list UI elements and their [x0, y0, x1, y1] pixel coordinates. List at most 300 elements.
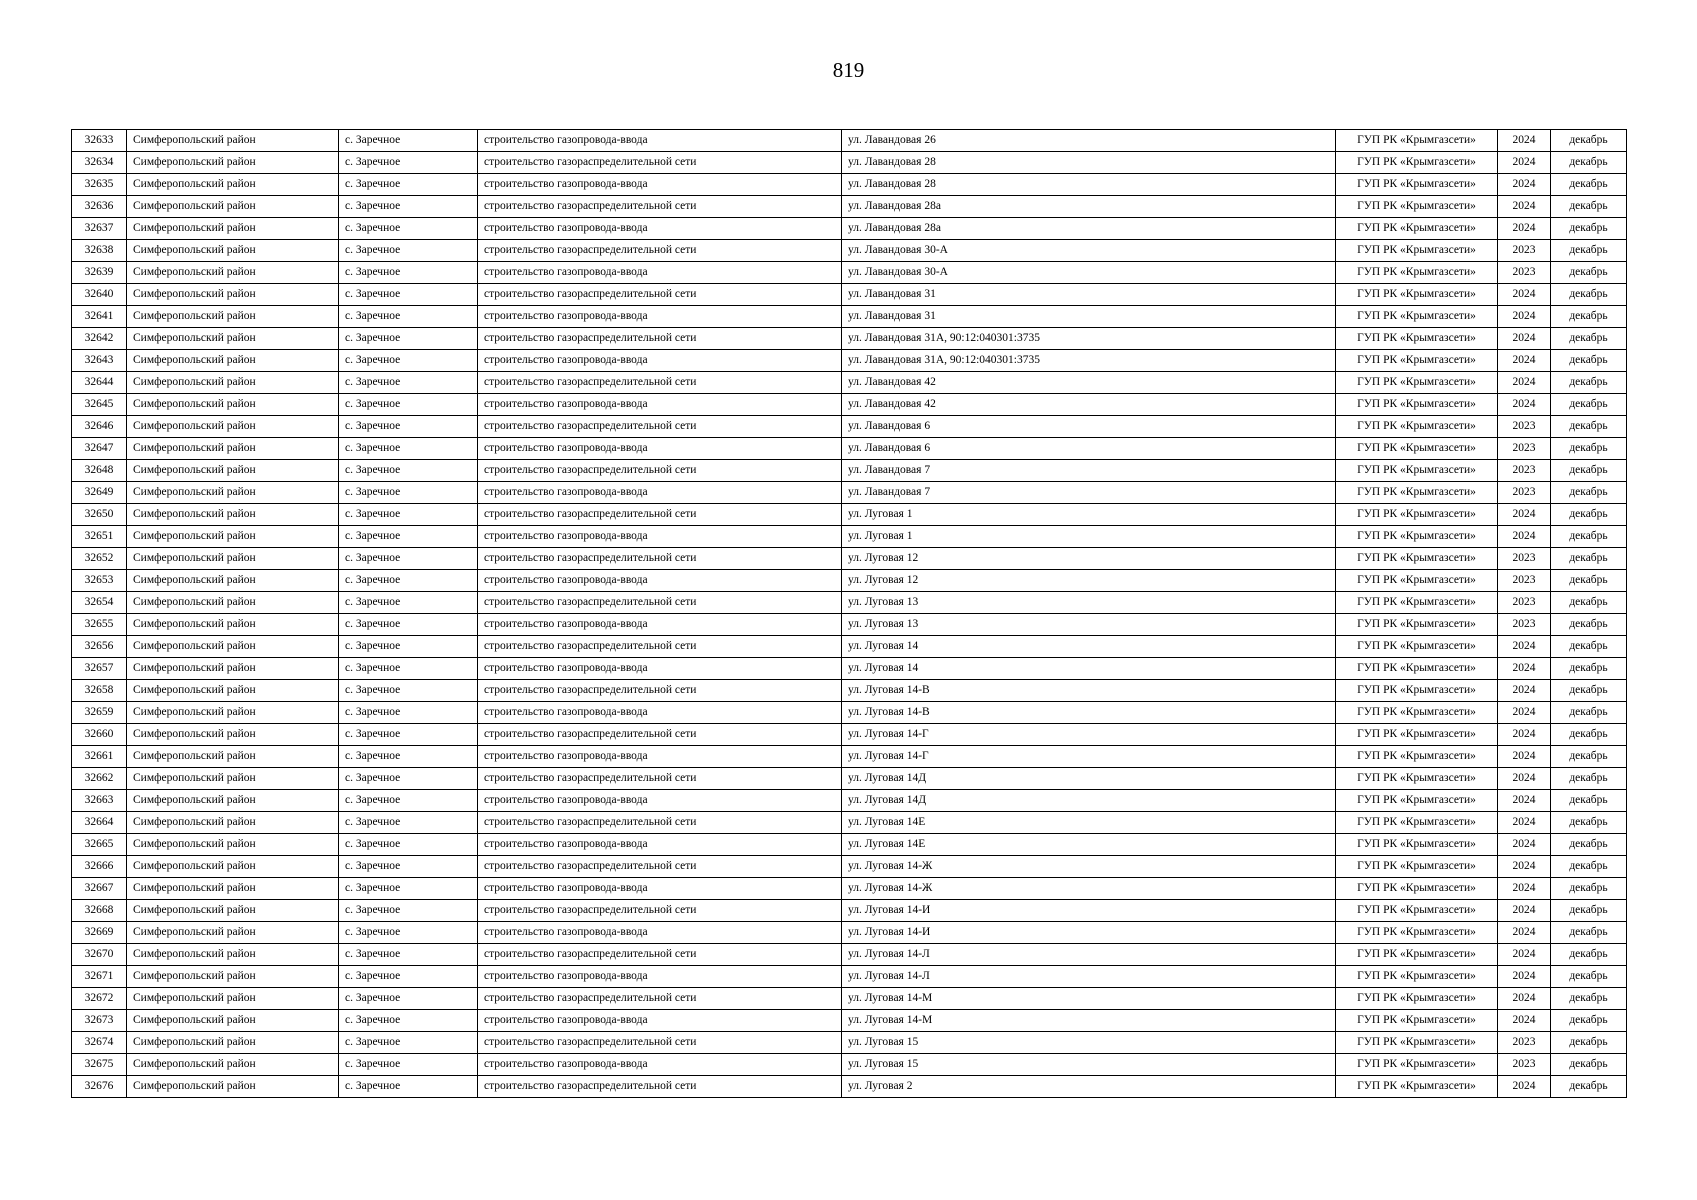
district-cell: Симферопольский район: [127, 174, 339, 196]
row-number: 32633: [72, 130, 127, 152]
registry-body: [72, 130, 1627, 1098]
organization-cell: ГУП РК «Крымгазсети»: [1336, 746, 1498, 768]
district-cell: Симферопольский район: [127, 350, 339, 372]
address-cell: ул. Луговая 1: [842, 526, 1336, 548]
organization-cell: ГУП РК «Крымгазсети»: [1336, 262, 1498, 284]
district-cell: Симферопольский район: [127, 724, 339, 746]
work-type-cell: строительство газопровода-ввода: [478, 1054, 842, 1076]
organization-cell: ГУП РК «Крымгазсети»: [1336, 416, 1498, 438]
table-row: [72, 1032, 1627, 1054]
year-cell: 2024: [1498, 966, 1551, 988]
organization-cell: ГУП РК «Крымгазсети»: [1336, 394, 1498, 416]
settlement-cell: с. Заречное: [339, 1032, 478, 1054]
month-cell: декабрь: [1551, 922, 1627, 944]
month-cell: декабрь: [1551, 988, 1627, 1010]
district-cell: Симферопольский район: [127, 944, 339, 966]
table-row: [72, 174, 1627, 196]
year-cell: 2024: [1498, 878, 1551, 900]
work-type-cell: строительство газораспределительной сети: [478, 856, 842, 878]
address-cell: ул. Луговая 14-И: [842, 900, 1336, 922]
organization-cell: ГУП РК «Крымгазсети»: [1336, 570, 1498, 592]
district-cell: Симферопольский район: [127, 284, 339, 306]
month-cell: декабрь: [1551, 460, 1627, 482]
table-row: [72, 878, 1627, 900]
organization-cell: ГУП РК «Крымгазсети»: [1336, 636, 1498, 658]
organization-cell: ГУП РК «Крымгазсети»: [1336, 438, 1498, 460]
work-type-cell: строительство газопровода-ввода: [478, 966, 842, 988]
address-cell: ул. Лавандовая 31: [842, 284, 1336, 306]
table-row: [72, 504, 1627, 526]
work-type-cell: строительство газопровода-ввода: [478, 790, 842, 812]
row-number: 32669: [72, 922, 127, 944]
address-cell: ул. Лавандовая 28а: [842, 218, 1336, 240]
work-type-cell: строительство газораспределительной сети: [478, 988, 842, 1010]
organization-cell: ГУП РК «Крымгазсети»: [1336, 1054, 1498, 1076]
district-cell: Симферопольский район: [127, 438, 339, 460]
district-cell: Симферопольский район: [127, 658, 339, 680]
settlement-cell: с. Заречное: [339, 614, 478, 636]
work-type-cell: строительство газораспределительной сети: [478, 724, 842, 746]
district-cell: Симферопольский район: [127, 526, 339, 548]
district-cell: Симферопольский район: [127, 900, 339, 922]
month-cell: декабрь: [1551, 262, 1627, 284]
row-number: 32636: [72, 196, 127, 218]
year-cell: 2024: [1498, 284, 1551, 306]
address-cell: ул. Луговая 14: [842, 636, 1336, 658]
district-cell: Симферопольский район: [127, 218, 339, 240]
month-cell: декабрь: [1551, 350, 1627, 372]
row-number: 32651: [72, 526, 127, 548]
organization-cell: ГУП РК «Крымгазсети»: [1336, 592, 1498, 614]
table-row: [72, 834, 1627, 856]
row-number: 32662: [72, 768, 127, 790]
month-cell: декабрь: [1551, 526, 1627, 548]
row-number: 32672: [72, 988, 127, 1010]
table-row: [72, 548, 1627, 570]
row-number: 32652: [72, 548, 127, 570]
work-type-cell: строительство газораспределительной сети: [478, 636, 842, 658]
address-cell: ул. Луговая 14Е: [842, 812, 1336, 834]
district-cell: Симферопольский район: [127, 130, 339, 152]
address-cell: ул. Луговая 14-М: [842, 1010, 1336, 1032]
year-cell: 2024: [1498, 196, 1551, 218]
address-cell: ул. Лавандовая 26: [842, 130, 1336, 152]
year-cell: 2024: [1498, 636, 1551, 658]
organization-cell: ГУП РК «Крымгазсети»: [1336, 900, 1498, 922]
work-type-cell: строительство газораспределительной сети: [478, 592, 842, 614]
table-row: [72, 988, 1627, 1010]
year-cell: 2024: [1498, 680, 1551, 702]
organization-cell: ГУП РК «Крымгазсети»: [1336, 812, 1498, 834]
month-cell: декабрь: [1551, 130, 1627, 152]
settlement-cell: с. Заречное: [339, 856, 478, 878]
work-type-cell: строительство газопровода-ввода: [478, 174, 842, 196]
table-row: [72, 284, 1627, 306]
settlement-cell: с. Заречное: [339, 944, 478, 966]
table-row: [72, 680, 1627, 702]
work-type-cell: строительство газораспределительной сети: [478, 240, 842, 262]
table-row: [72, 482, 1627, 504]
organization-cell: ГУП РК «Крымгазсети»: [1336, 372, 1498, 394]
settlement-cell: с. Заречное: [339, 746, 478, 768]
month-cell: декабрь: [1551, 702, 1627, 724]
table-row: [72, 724, 1627, 746]
district-cell: Симферопольский район: [127, 922, 339, 944]
table-row: [72, 152, 1627, 174]
month-cell: декабрь: [1551, 636, 1627, 658]
organization-cell: ГУП РК «Крымгазсети»: [1336, 548, 1498, 570]
month-cell: декабрь: [1551, 1010, 1627, 1032]
address-cell: ул. Луговая 14-И: [842, 922, 1336, 944]
table-row: [72, 746, 1627, 768]
work-type-cell: строительство газопровода-ввода: [478, 350, 842, 372]
organization-cell: ГУП РК «Крымгазсети»: [1336, 482, 1498, 504]
organization-cell: ГУП РК «Крымгазсети»: [1336, 1076, 1498, 1098]
settlement-cell: с. Заречное: [339, 812, 478, 834]
work-type-cell: строительство газопровода-ввода: [478, 218, 842, 240]
address-cell: ул. Лавандовая 42: [842, 372, 1336, 394]
district-cell: Симферопольский район: [127, 394, 339, 416]
month-cell: декабрь: [1551, 372, 1627, 394]
organization-cell: ГУП РК «Крымгазсети»: [1336, 350, 1498, 372]
table-row: [72, 966, 1627, 988]
work-type-cell: строительство газораспределительной сети: [478, 504, 842, 526]
row-number: 32641: [72, 306, 127, 328]
table-row: [72, 790, 1627, 812]
organization-cell: ГУП РК «Крымгазсети»: [1336, 526, 1498, 548]
settlement-cell: с. Заречное: [339, 702, 478, 724]
table-row: [72, 592, 1627, 614]
work-type-cell: строительство газораспределительной сети: [478, 284, 842, 306]
address-cell: ул. Лавандовая 30-А: [842, 240, 1336, 262]
row-number: 32676: [72, 1076, 127, 1098]
year-cell: 2023: [1498, 592, 1551, 614]
table-row: [72, 636, 1627, 658]
table-row: [72, 306, 1627, 328]
year-cell: 2024: [1498, 768, 1551, 790]
settlement-cell: с. Заречное: [339, 240, 478, 262]
month-cell: декабрь: [1551, 746, 1627, 768]
settlement-cell: с. Заречное: [339, 1010, 478, 1032]
row-number: 32637: [72, 218, 127, 240]
address-cell: ул. Луговая 14-Ж: [842, 878, 1336, 900]
settlement-cell: с. Заречное: [339, 306, 478, 328]
month-cell: декабрь: [1551, 658, 1627, 680]
settlement-cell: с. Заречное: [339, 394, 478, 416]
address-cell: ул. Луговая 14-Г: [842, 746, 1336, 768]
work-type-cell: строительство газораспределительной сети: [478, 372, 842, 394]
settlement-cell: с. Заречное: [339, 724, 478, 746]
year-cell: 2024: [1498, 922, 1551, 944]
district-cell: Симферопольский район: [127, 878, 339, 900]
settlement-cell: с. Заречное: [339, 372, 478, 394]
address-cell: ул. Лавандовая 6: [842, 416, 1336, 438]
district-cell: Симферопольский район: [127, 262, 339, 284]
district-cell: Симферопольский район: [127, 482, 339, 504]
organization-cell: ГУП РК «Крымгазсети»: [1336, 174, 1498, 196]
year-cell: 2023: [1498, 570, 1551, 592]
row-number: 32661: [72, 746, 127, 768]
work-type-cell: строительство газопровода-ввода: [478, 702, 842, 724]
settlement-cell: с. Заречное: [339, 130, 478, 152]
district-cell: Симферопольский район: [127, 1010, 339, 1032]
organization-cell: ГУП РК «Крымгазсети»: [1336, 218, 1498, 240]
month-cell: декабрь: [1551, 680, 1627, 702]
row-number: 32643: [72, 350, 127, 372]
work-type-cell: строительство газопровода-ввода: [478, 394, 842, 416]
address-cell: ул. Луговая 14-Ж: [842, 856, 1336, 878]
year-cell: 2024: [1498, 174, 1551, 196]
address-cell: ул. Луговая 14Д: [842, 790, 1336, 812]
row-number: 32666: [72, 856, 127, 878]
settlement-cell: с. Заречное: [339, 416, 478, 438]
month-cell: декабрь: [1551, 548, 1627, 570]
month-cell: декабрь: [1551, 768, 1627, 790]
organization-cell: ГУП РК «Крымгазсети»: [1336, 240, 1498, 262]
organization-cell: ГУП РК «Крымгазсети»: [1336, 856, 1498, 878]
table-row: [72, 130, 1627, 152]
district-cell: Симферопольский район: [127, 152, 339, 174]
year-cell: 2024: [1498, 812, 1551, 834]
district-cell: Симферопольский район: [127, 460, 339, 482]
table-row: [72, 218, 1627, 240]
table-row: [72, 328, 1627, 350]
table-row: [72, 262, 1627, 284]
month-cell: декабрь: [1551, 1076, 1627, 1098]
month-cell: декабрь: [1551, 240, 1627, 262]
month-cell: декабрь: [1551, 1032, 1627, 1054]
district-cell: Симферопольский район: [127, 196, 339, 218]
settlement-cell: с. Заречное: [339, 328, 478, 350]
row-number: 32646: [72, 416, 127, 438]
address-cell: ул. Луговая 12: [842, 570, 1336, 592]
table-row: [72, 922, 1627, 944]
work-type-cell: строительство газопровода-ввода: [478, 482, 842, 504]
row-number: 32656: [72, 636, 127, 658]
table-row: [72, 658, 1627, 680]
organization-cell: ГУП РК «Крымгазсети»: [1336, 834, 1498, 856]
year-cell: 2023: [1498, 460, 1551, 482]
district-cell: Симферопольский район: [127, 372, 339, 394]
month-cell: декабрь: [1551, 306, 1627, 328]
district-cell: Симферопольский район: [127, 636, 339, 658]
address-cell: ул. Луговая 14Е: [842, 834, 1336, 856]
organization-cell: ГУП РК «Крымгазсети»: [1336, 768, 1498, 790]
organization-cell: ГУП РК «Крымгазсети»: [1336, 702, 1498, 724]
row-number: 32648: [72, 460, 127, 482]
settlement-cell: с. Заречное: [339, 196, 478, 218]
row-number: 32665: [72, 834, 127, 856]
work-type-cell: строительство газопровода-ввода: [478, 746, 842, 768]
address-cell: ул. Луговая 14-М: [842, 988, 1336, 1010]
row-number: 32663: [72, 790, 127, 812]
district-cell: Симферопольский район: [127, 592, 339, 614]
year-cell: 2024: [1498, 658, 1551, 680]
work-type-cell: строительство газораспределительной сети: [478, 152, 842, 174]
district-cell: Симферопольский район: [127, 966, 339, 988]
table-row: [72, 570, 1627, 592]
district-cell: Симферопольский район: [127, 570, 339, 592]
row-number: 32670: [72, 944, 127, 966]
row-number: 32658: [72, 680, 127, 702]
address-cell: ул. Лавандовая 7: [842, 482, 1336, 504]
address-cell: ул. Луговая 14: [842, 658, 1336, 680]
district-cell: Симферопольский район: [127, 746, 339, 768]
address-cell: ул. Лавандовая 28а: [842, 196, 1336, 218]
row-number: 32673: [72, 1010, 127, 1032]
table-row: [72, 460, 1627, 482]
organization-cell: ГУП РК «Крымгазсети»: [1336, 988, 1498, 1010]
district-cell: Симферопольский район: [127, 680, 339, 702]
year-cell: 2023: [1498, 1032, 1551, 1054]
work-type-cell: строительство газораспределительной сети: [478, 812, 842, 834]
district-cell: Симферопольский район: [127, 504, 339, 526]
table-row: [72, 1076, 1627, 1098]
month-cell: декабрь: [1551, 152, 1627, 174]
address-cell: ул. Луговая 15: [842, 1032, 1336, 1054]
row-number: 32674: [72, 1032, 127, 1054]
year-cell: 2024: [1498, 306, 1551, 328]
settlement-cell: с. Заречное: [339, 922, 478, 944]
work-type-cell: строительство газопровода-ввода: [478, 878, 842, 900]
district-cell: Симферопольский район: [127, 328, 339, 350]
table-row: [72, 944, 1627, 966]
year-cell: 2024: [1498, 856, 1551, 878]
work-type-cell: строительство газораспределительной сети: [478, 548, 842, 570]
organization-cell: ГУП РК «Крымгазсети»: [1336, 1010, 1498, 1032]
year-cell: 2024: [1498, 218, 1551, 240]
row-number: 32657: [72, 658, 127, 680]
month-cell: декабрь: [1551, 900, 1627, 922]
settlement-cell: с. Заречное: [339, 548, 478, 570]
district-cell: Симферопольский район: [127, 702, 339, 724]
settlement-cell: с. Заречное: [339, 680, 478, 702]
organization-cell: ГУП РК «Крымгазсети»: [1336, 152, 1498, 174]
year-cell: 2024: [1498, 834, 1551, 856]
year-cell: 2024: [1498, 372, 1551, 394]
settlement-cell: с. Заречное: [339, 1054, 478, 1076]
month-cell: декабрь: [1551, 504, 1627, 526]
month-cell: декабрь: [1551, 174, 1627, 196]
table-row: [72, 812, 1627, 834]
settlement-cell: с. Заречное: [339, 988, 478, 1010]
organization-cell: ГУП РК «Крымгазсети»: [1336, 284, 1498, 306]
month-cell: декабрь: [1551, 790, 1627, 812]
year-cell: 2024: [1498, 504, 1551, 526]
district-cell: Симферопольский район: [127, 768, 339, 790]
work-type-cell: строительство газораспределительной сети: [478, 196, 842, 218]
row-number: 32664: [72, 812, 127, 834]
row-number: 32668: [72, 900, 127, 922]
address-cell: ул. Лавандовая 30-А: [842, 262, 1336, 284]
district-cell: Симферопольский район: [127, 1054, 339, 1076]
year-cell: 2024: [1498, 988, 1551, 1010]
year-cell: 2024: [1498, 328, 1551, 350]
work-type-cell: строительство газораспределительной сети: [478, 460, 842, 482]
organization-cell: ГУП РК «Крымгазсети»: [1336, 966, 1498, 988]
organization-cell: ГУП РК «Крымгазсети»: [1336, 130, 1498, 152]
table-row: [72, 702, 1627, 724]
settlement-cell: с. Заречное: [339, 174, 478, 196]
settlement-cell: с. Заречное: [339, 768, 478, 790]
month-cell: декабрь: [1551, 834, 1627, 856]
table-row: [72, 196, 1627, 218]
address-cell: ул. Луговая 1: [842, 504, 1336, 526]
year-cell: 2023: [1498, 416, 1551, 438]
district-cell: Симферопольский район: [127, 548, 339, 570]
row-number: 32634: [72, 152, 127, 174]
organization-cell: ГУП РК «Крымгазсети»: [1336, 724, 1498, 746]
month-cell: декабрь: [1551, 218, 1627, 240]
row-number: 32660: [72, 724, 127, 746]
work-type-cell: строительство газопровода-ввода: [478, 614, 842, 636]
address-cell: ул. Лавандовая 28: [842, 152, 1336, 174]
year-cell: 2024: [1498, 526, 1551, 548]
address-cell: ул. Лавандовая 6: [842, 438, 1336, 460]
row-number: 32647: [72, 438, 127, 460]
row-number: 32640: [72, 284, 127, 306]
district-cell: Симферопольский район: [127, 812, 339, 834]
row-number: 32675: [72, 1054, 127, 1076]
organization-cell: ГУП РК «Крымгазсети»: [1336, 658, 1498, 680]
table-row: [72, 768, 1627, 790]
settlement-cell: с. Заречное: [339, 658, 478, 680]
address-cell: ул. Луговая 14-В: [842, 680, 1336, 702]
table-row: [72, 416, 1627, 438]
row-number: 32659: [72, 702, 127, 724]
year-cell: 2023: [1498, 240, 1551, 262]
month-cell: декабрь: [1551, 394, 1627, 416]
settlement-cell: с. Заречное: [339, 460, 478, 482]
settlement-cell: с. Заречное: [339, 482, 478, 504]
organization-cell: ГУП РК «Крымгазсети»: [1336, 944, 1498, 966]
table-row: [72, 438, 1627, 460]
work-type-cell: строительство газопровода-ввода: [478, 130, 842, 152]
organization-cell: ГУП РК «Крымгазсети»: [1336, 1032, 1498, 1054]
table-row: [72, 372, 1627, 394]
row-number: 32667: [72, 878, 127, 900]
row-number: 32655: [72, 614, 127, 636]
settlement-cell: с. Заречное: [339, 152, 478, 174]
organization-cell: ГУП РК «Крымгазсети»: [1336, 790, 1498, 812]
work-type-cell: строительство газопровода-ввода: [478, 438, 842, 460]
table-row: [72, 1054, 1627, 1076]
work-type-cell: строительство газораспределительной сети: [478, 416, 842, 438]
month-cell: декабрь: [1551, 196, 1627, 218]
year-cell: 2024: [1498, 130, 1551, 152]
row-number: 32671: [72, 966, 127, 988]
year-cell: 2024: [1498, 746, 1551, 768]
row-number: 32645: [72, 394, 127, 416]
month-cell: декабрь: [1551, 944, 1627, 966]
settlement-cell: с. Заречное: [339, 350, 478, 372]
address-cell: ул. Лавандовая 31А, 90:12:040301:3735: [842, 350, 1336, 372]
work-type-cell: строительство газопровода-ввода: [478, 1010, 842, 1032]
settlement-cell: с. Заречное: [339, 504, 478, 526]
table-row: [72, 856, 1627, 878]
month-cell: декабрь: [1551, 812, 1627, 834]
work-type-cell: строительство газораспределительной сети: [478, 328, 842, 350]
address-cell: ул. Луговая 14Д: [842, 768, 1336, 790]
settlement-cell: с. Заречное: [339, 966, 478, 988]
organization-cell: ГУП РК «Крымгазсети»: [1336, 460, 1498, 482]
settlement-cell: с. Заречное: [339, 900, 478, 922]
work-type-cell: строительство газораспределительной сети: [478, 1076, 842, 1098]
month-cell: декабрь: [1551, 724, 1627, 746]
district-cell: Симферопольский район: [127, 856, 339, 878]
table-row: [72, 526, 1627, 548]
month-cell: декабрь: [1551, 284, 1627, 306]
